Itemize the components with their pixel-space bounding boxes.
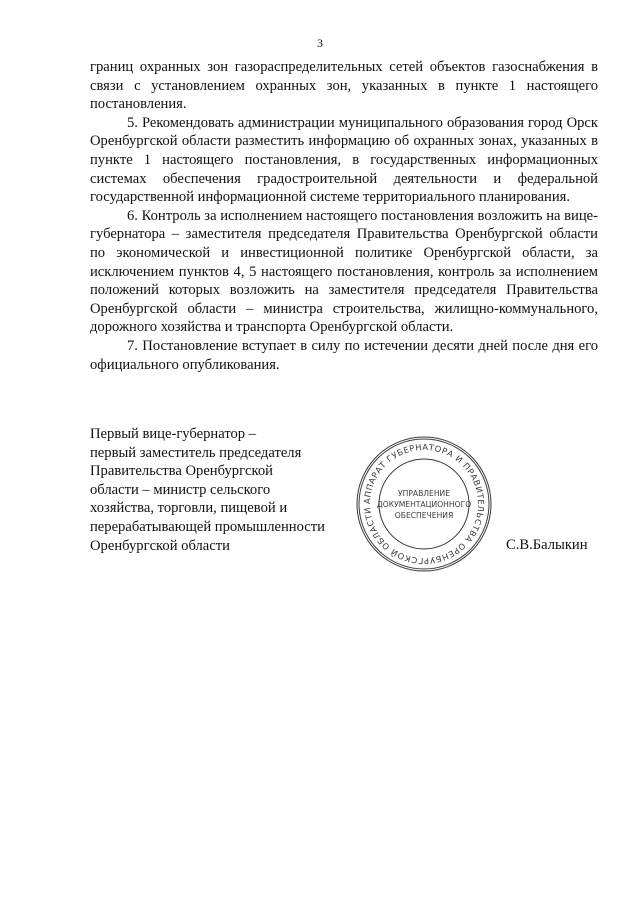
signatory-name: С.В.Балыкин [506,537,588,553]
signatory-position-line: области – министр сельского [90,481,271,498]
seal-center-line: ОБЕСПЕЧЕНИЯ [394,511,454,520]
paragraph-item-7: 7. Постановление вступает в силу по истечении десяти дней после дня его официального опубликования. [90,337,598,373]
page-number: 3 [317,36,323,50]
signatory-position-line: перерабатывающей промышленности [90,518,325,535]
signatory-position-line: Первый вице-губернатор – [90,426,257,442]
signatory-position-line: Правительства Оренбургской [90,463,273,480]
seal-ring-text: АППАРАТ ГУБЕРНАТОРА И ПРАВИТЕЛЬСТВА ОРЕНБУРГСКОЙ ОБЛАСТИ [361,441,487,567]
paragraph-item-6: 6. Контроль за исполнением настоящего постановления возложить на вице-губернатора – заместителя председателя Правительства Оренбургской области по экономической и инвестиционной политике Оренбургской области, за исключением пунктов 4, 5 настоящего постановления, контроль за исполнением положений которых возложить на заместителя председателя Правительства Оренбургской области – министра строительства, жилищно-коммунального, дорожного хозяйства и транспорта Оренбургской области. [90,207,598,336]
signatory-position-line: Оренбургской области [90,537,230,554]
official-seal-stamp [355,435,493,573]
signatory-position-line: хозяйства, торговли, пищевой и [90,500,288,517]
seal-center-line: УПРАВЛЕНИЕ [397,489,451,498]
seal-center-line: ДОКУМЕНТАЦИОННОГО [376,500,472,509]
signatory-position-line: первый заместитель председателя [90,444,302,461]
document-body [90,58,598,374]
paragraph-item-5: 5. Рекомендовать администрации муниципального образования город Орск Оренбургской области разместить информацию об охранных зонах, указанных в пункте 1 настоящего постановления, в государственных информационных системах обеспечения градостроительной деятельности и федеральной государственной информационной системе территориального планирования. [90,114,598,206]
signatory-position [90,425,340,555]
paragraph-continuation: границ охранных зон газораспределительных сетей объектов газоснабжения в связи с установлением охранных зон, указанных в пункте 1 настоящего постановления. [90,59,598,113]
